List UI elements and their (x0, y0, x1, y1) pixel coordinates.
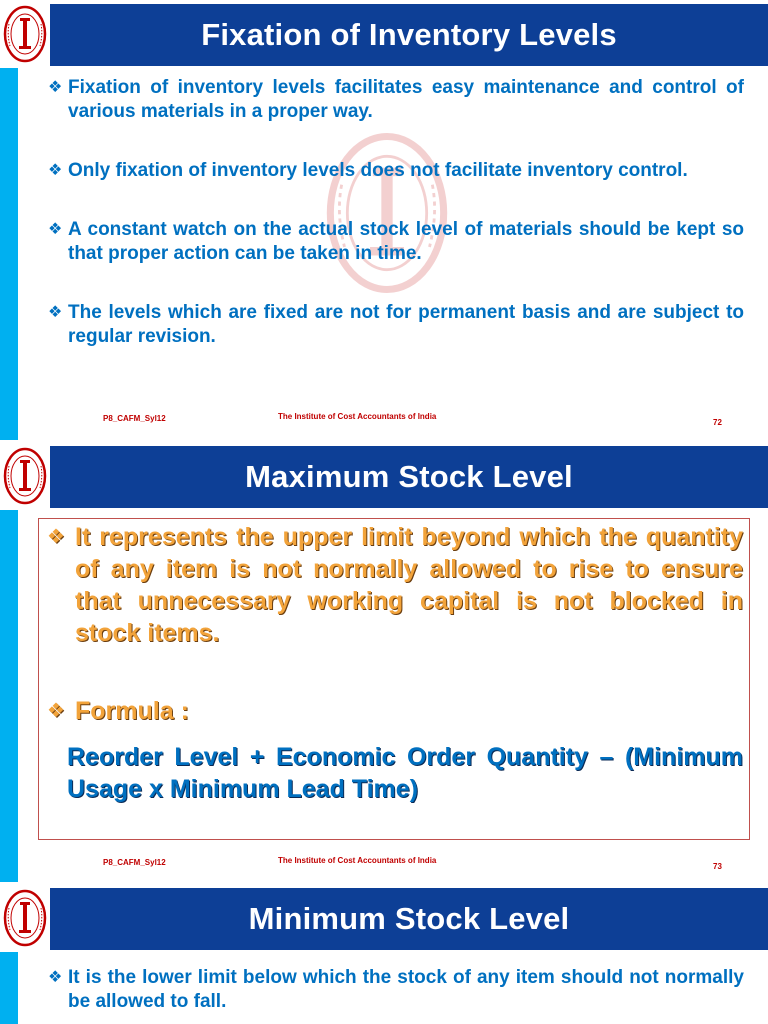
slide-title: Minimum Stock Level (248, 901, 570, 936)
list-item: ❖ The levels which are fixed are not for permanent basis and are subject to regular revision. (48, 302, 744, 347)
slide-header (50, 4, 768, 66)
slide-header (50, 446, 768, 508)
slide-minimum-stock-level (0, 884, 768, 1024)
left-accent-bar (0, 952, 18, 1024)
institute-seal-icon (3, 446, 47, 506)
list-item: ❖ A constant watch on the actual stock level of materials should be kept so that proper action can be taken in time. (48, 219, 744, 264)
left-accent-bar (0, 68, 18, 440)
formula-text: Reorder Level + Economic Order Quantity – (Minimum Usage x Minimum Lead Time) (67, 743, 743, 803)
definition-box (38, 518, 750, 840)
list-item: ❖ Formula : (47, 697, 189, 725)
bullet-list (48, 76, 744, 384)
footer-institute: The Institute of Cost Accountants of India (278, 856, 437, 865)
list-item: ❖ Only fixation of inventory levels does not facilitate inventory control. (48, 160, 688, 181)
footer-course-code: P8_CAFM_Syl12 (103, 858, 166, 867)
footer-institute: The Institute of Cost Accountants of India (278, 412, 437, 421)
footer-page-number: 72 (713, 418, 722, 427)
diamond-bullet-icon: ❖ (47, 526, 65, 548)
bullet-list (48, 966, 744, 1014)
slide-title: Fixation of Inventory Levels (201, 17, 617, 52)
slide-footer (0, 410, 768, 428)
slide-footer (0, 854, 768, 872)
logo-container (0, 884, 50, 952)
slide-fixation-of-inventory-levels (0, 0, 768, 440)
diamond-bullet-icon: ❖ (48, 221, 63, 238)
slide-header (50, 888, 768, 950)
list-item: ❖ Fixation of inventory levels facilitates easy maintenance and control of various materials in a proper way. (48, 77, 744, 122)
list-item: ❖ It is the lower limit below which the stock of any item should not normally be allowed to fall. (48, 967, 744, 1012)
slide-title: Maximum Stock Level (245, 459, 573, 494)
slide-maximum-stock-level (0, 442, 768, 882)
logo-container (0, 0, 50, 68)
institute-seal-icon (3, 888, 47, 948)
diamond-bullet-icon: ❖ (47, 700, 65, 722)
logo-container (0, 442, 50, 510)
diamond-bullet-icon: ❖ (48, 969, 63, 986)
institute-seal-icon (3, 4, 47, 64)
diamond-bullet-icon: ❖ (48, 79, 63, 96)
footer-page-number: 73 (713, 862, 722, 871)
diamond-bullet-icon: ❖ (48, 304, 63, 321)
footer-course-code: P8_CAFM_Syl12 (103, 414, 166, 423)
diamond-bullet-icon: ❖ (48, 162, 63, 179)
left-accent-bar (0, 510, 18, 882)
list-item: ❖ It represents the upper limit beyond which the quantity of any item is not normally allowed to rise to ensure that unnecessary working capital is not blocked in stock items. (47, 523, 743, 647)
